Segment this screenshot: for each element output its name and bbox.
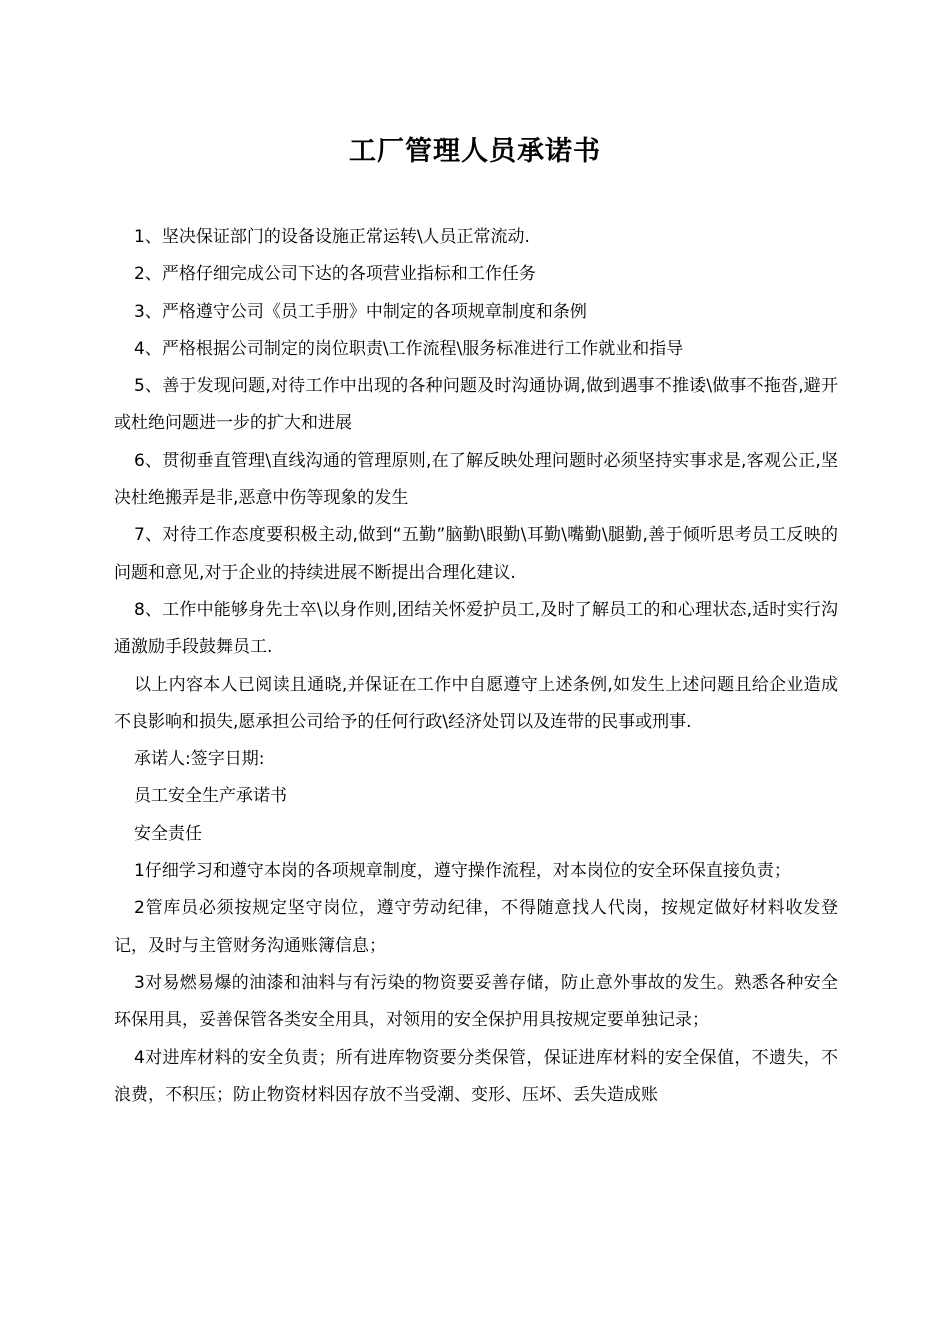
paragraph-6: 6、贯彻垂直管理\直线沟通的管理原则,在了解反映处理问题时必须坚持实事求是,客观公正,坚决杜绝搬弄是非,恶意中伤等现象的发生 [114,450,838,509]
safety-item-1: 1仔细学习和遵守本岗的各项规章制度，遵守操作流程，对本岗位的安全环保直接负责； [134,861,791,882]
subsection-heading: 安全责任 [134,823,202,844]
signature-line: 承诺人:签字日期: [134,749,265,770]
safety-item-2: 2管库员必须按规定坚守岗位，遵守劳动纪律，不得随意找人代岗，按规定做好材料收发登记，及时与主管财务沟通账簿信息； [114,898,838,956]
paragraph-8: 8、工作中能够身先士卒\以身作则,团结关怀爱护员工,及时了解员工的和心理状态,适时实行沟通激励手段鼓舞员工. [114,599,838,658]
paragraph-7: 7、对待工作态度要积极主动,做到“五勤”脑勤\眼勤\耳勤\嘴勤\腿勤,善于倾听思考员工反映的问题和意见,对于企业的持续进展不断提出合理化建议. [114,525,838,583]
section-heading: 员工安全生产承诺书 [134,786,287,807]
safety-item-3: 3对易燃易爆的油漆和油料与有污染的物资要妥善存储，防止意外事故的发生。熟悉各种安全环保用具，妥善保管各类安全用具，对领用的安全保护用具按规定要单独记录； [114,972,838,1031]
paragraph-1: 1、坚决保证部门的设备设施正常运转\人员正常流动. [134,227,530,247]
paragraph-3: 3、严格遵守公司《员工手册》中制定的各项规章制度和条例 [134,301,587,322]
safety-item-4: 4对进库材料的安全负责；所有进库物资要分类保管，保证进库材料的安全保值，不遗失，不浪费，不积压；防止物资材料因存放不当受潮、变形、压坏、丢失造成账 [114,1047,838,1105]
paragraph-2: 2、严格仔细完成公司下达的各项营业指标和工作任务 [134,264,536,285]
paragraph-5: 5、善于发现问题,对待工作中出现的各种问题及时沟通协调,做到遇事不推诿\做事不拖沓,避开或杜绝问题进一步的扩大和进展 [114,376,838,434]
declaration-paragraph: 以上内容本人已阅读且通晓,并保证在工作中自愿遵守上述条例,如发生上述问题且给企业造成不良影响和损失,愿承担公司给予的任何行政\经济处罚以及连带的民事或刑事. [114,674,838,732]
document-title: 工厂管理人员承诺书 [349,136,601,167]
document-body [114,219,838,1114]
paragraph-4: 4、严格根据公司制定的岗位职责\工作流程\服务标准进行工作就业和指导 [134,338,684,359]
